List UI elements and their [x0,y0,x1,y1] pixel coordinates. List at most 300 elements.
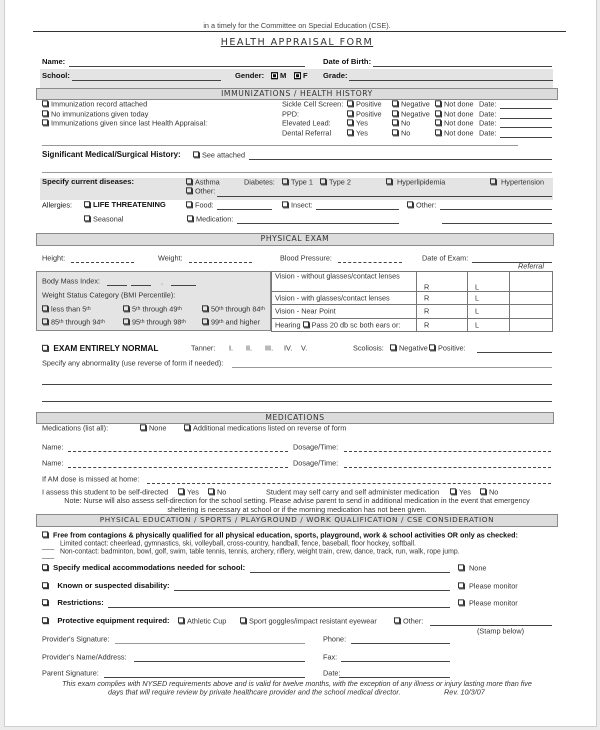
checkbox-icon [458,582,464,588]
immunization-option[interactable] [42,100,147,107]
immunization-option-label: Immunization record attached [51,99,148,109]
checkbox-icon [123,318,129,324]
vision-cell[interactable] [467,304,510,319]
see-attached-checkbox[interactable] [193,151,245,158]
restrictions-monitor-checkbox[interactable] [458,599,518,606]
no-label: No [217,487,227,497]
medication-allergy-checkbox[interactable] [187,215,233,222]
test-option-a-label: Positive [356,108,382,118]
bmi-decimal: . [161,277,164,287]
checkbox-icon [347,129,353,135]
history-line[interactable] [42,145,518,146]
checkbox-icon [392,119,398,125]
tanner-label: Tanner: [191,343,216,353]
am-dose-field[interactable] [147,483,551,484]
bmi-field-1[interactable] [107,285,127,286]
checkbox-icon [42,617,48,623]
other-disease-checkbox[interactable] [186,187,215,194]
scoliosis-negative-checkbox[interactable] [390,344,428,351]
seasonal-checkbox[interactable] [84,215,123,222]
abnormality-label: Specify any abnormality (use reverse of form if needed): [42,358,224,368]
disability-label: Known or suspected disability: [57,581,170,591]
checkbox-icon [187,215,193,221]
accommodations-label: Specify medical accommodations needed for school: [53,563,246,573]
immunizations-heading: IMMUNIZATIONS / HEALTH HISTORY [36,88,558,100]
height-label: Height: [42,253,66,263]
checkbox-icon [347,119,353,125]
medication-allergy-field[interactable] [237,223,399,224]
self-carry-no-checkbox[interactable] [480,488,498,495]
hypertension-checkbox[interactable] [490,178,544,185]
gender-m-checkbox[interactable] [271,72,286,80]
test-date-field[interactable] [500,137,552,138]
type1-checkbox[interactable] [282,178,313,185]
history-label: Significant Medical/Surgical History: [42,150,181,159]
dob-label: Date of Birth: [323,57,372,67]
seasonal-label: Seasonal [93,214,124,224]
goggles-label: Sport goggles/impact resistant eyewear [249,616,377,626]
name-field[interactable] [69,66,305,67]
test-option-a-label: Yes [356,127,368,137]
test-label: Elevated Lead: [282,118,331,128]
disability-field[interactable] [174,590,450,591]
other-equipment-label: Other: [403,616,424,626]
checkbox-icon [178,488,184,494]
food-field[interactable] [217,209,272,210]
tanner-stage-option[interactable]: I. [229,343,234,353]
checkbox-icon [407,201,413,207]
test-option-a-label: Positive [356,99,382,109]
vision-row-label: Vision - with glasses/contact lenses [275,292,390,302]
self-directed-no-checkbox[interactable] [208,488,226,495]
gender-m-label: M [280,71,287,81]
bmi-category-checkbox-label: 50ᵗʰ through 84ᵗʰ [211,304,265,314]
phone-label: Phone: [323,634,347,644]
test-option-a[interactable] [347,110,382,117]
checkbox-icon [208,488,214,494]
checkbox-icon [450,488,456,494]
asthma-label: Asthma [195,177,220,187]
checkbox-icon [435,110,441,116]
scoliosis-positive-checkbox[interactable] [429,344,466,351]
left-eye-ear-label: L [475,306,480,316]
yes-label: Yes [459,487,471,497]
medication-name-field[interactable] [68,451,288,452]
checkbox-icon [435,100,441,106]
nurse-note [0,496,594,514]
other-disease-label: Other: [195,186,216,196]
abnormality-field[interactable] [232,367,552,368]
medications-heading: MEDICATIONS [36,412,554,424]
test-date-field[interactable] [500,118,552,119]
see-attached-label: See attached [202,150,246,160]
checkbox-icon [42,564,48,570]
please-monitor-label: Please monitor [469,598,518,608]
hyperlipidemia-label: Hyperlipidemia [397,177,446,187]
stamp-note: (Stamp below) [477,626,525,636]
hearing-text: Hearing [275,319,301,329]
accommodations-none-checkbox[interactable] [458,564,486,571]
other-allergy-field-2[interactable] [442,223,552,224]
checkbox-icon [202,318,208,324]
test-option-a[interactable] [347,119,368,126]
abnormality-field-3[interactable] [42,401,552,402]
test-option-not-done-label: Not done [444,127,474,137]
medication-name-label: Name: [42,458,64,468]
medications-none-label: None [149,423,167,433]
bmi-label: Body Mass Index: [42,276,100,286]
non-contact-blank[interactable]: ___ [42,550,55,560]
checkbox-icon [42,582,48,588]
allergies-label: Allergies: [42,200,73,210]
checkbox-icon [480,488,486,494]
checkbox-icon [392,110,398,116]
medication-name-field[interactable] [68,467,288,468]
checkbox-icon [392,129,398,135]
bmi-field-3[interactable] [171,285,196,286]
restrictions-field[interactable] [108,607,450,608]
type1-label: Type 1 [291,177,313,187]
medication-name-label: Name: [42,442,64,452]
tanner-stage-option[interactable]: IV. [284,343,293,353]
test-option-a-label: Yes [356,118,368,128]
non-contact-label: Non-contact: badminton, bowl, golf, swim, table tennis, tennis, archery, riflery, weight train, crew, dance, track, run, walk, rope jump. [60,548,460,556]
bmi-category-checkbox-label: 85ᵗʰ through 94ᵗʰ [51,317,105,327]
top-rule [33,31,566,32]
test-date-label: Date: [479,118,497,128]
hearing-pass-checkbox[interactable] [303,320,401,329]
immunization-option-label: Immunizations given since last Health Appraisal: [51,118,208,128]
additional-medications-label: Additional medications listed on reverse of form [193,423,347,433]
test-option-not-done[interactable] [435,110,474,117]
provider-signature-label: Provider's Signature: [42,634,110,644]
scoliosis-label: Scoliosis: [353,343,384,353]
medication-allergy-label: Medication: [196,214,234,224]
hyperlipidemia-checkbox[interactable] [386,178,445,185]
checkbox-icon [42,110,48,116]
fax-label: Fax: [323,652,338,662]
am-dose-label: If AM dose is missed at home: [42,474,140,484]
footer-line-2: days that will require review by private healthcare provider and the school medical director. [108,687,401,697]
other-equipment-checkbox[interactable] [394,617,423,624]
protective-equipment-label: Protective equipment required: [57,616,170,626]
other-allergy-field[interactable] [440,209,552,210]
food-checkbox[interactable] [186,201,214,208]
checkbox-icon [303,321,309,327]
restrictions-label: Restrictions: [57,598,104,608]
checkbox-icon [429,344,435,350]
referral-cell[interactable] [509,271,553,292]
history-field[interactable] [249,159,552,160]
medications-none-checkbox[interactable] [140,424,166,431]
diseases-label: Specify current diseases: [42,177,135,187]
checkbox-icon [42,345,48,351]
checkbox-icon [435,119,441,125]
life-threatening-checkbox[interactable] [84,201,166,209]
athletic-cup-label: Athletic Cup [187,616,227,626]
checkbox-icon [193,151,199,157]
other-disease-field[interactable] [217,196,552,197]
referral-cell[interactable] [509,304,553,319]
self-directed-label: I assess this student to be self-directed [42,487,169,497]
right-eye-ear-label: R [424,292,430,302]
vision-cell[interactable] [467,271,510,292]
checkbox-icon [42,119,48,125]
type2-checkbox[interactable] [320,178,351,185]
bmi-category-checkbox[interactable] [123,305,182,312]
hypertension-label: Hypertension [501,177,545,187]
header-text-line: in a timely for the Committee on Special Education (CSE). [203,21,391,30]
checkbox-icon [178,617,184,623]
test-option-b[interactable] [392,129,410,136]
gender-label: Gender: [235,71,265,81]
dosage-label: Dosage/Time: [293,442,339,452]
grade-field[interactable] [349,80,553,81]
bmi-category-checkbox[interactable] [42,318,105,325]
bmi-category-checkbox[interactable] [123,318,186,325]
blood-pressure-label: Blood Pressure: [280,253,332,263]
test-option-a[interactable] [347,100,382,107]
referral-cell[interactable] [509,291,553,305]
right-eye-ear-label: R [424,319,430,329]
accommodations-field[interactable] [250,572,450,573]
test-option-b-label: Negative [401,99,430,109]
limited-contact-blank[interactable]: ___ [42,541,55,551]
exam-normal-label: EXAM ENTIRELY NORMAL [53,342,159,353]
revision-date: Rev. 10/3/07 [444,687,485,697]
immunization-option-label: No immunizations given today [51,108,149,118]
bmi-field-2[interactable] [131,285,151,286]
asthma-checkbox[interactable] [186,178,220,185]
test-option-b-label: No [401,118,411,128]
free-from-contagions-label: Free from contagions & physically qualified for all physical education, sports, playground, work & school activities OR only as checked: [53,530,518,540]
test-date-field[interactable] [500,108,552,109]
abnormality-field-2[interactable] [42,384,552,385]
tanner-stage-option[interactable]: III. [265,343,274,353]
nurse-note-line-1: Note: Nurse will also assess self-direction for the school setting. Please advise parent to send in additional medication in the event that emergency [64,496,530,505]
insect-checkbox[interactable] [282,201,313,208]
medications-list-label: Medications (list all): [42,423,109,433]
footer-line-1: This exam complies with NYSED requirements above and is valid for twelve months, with the exception of any illness or injury lasting more than five [62,679,532,688]
please-monitor-label: Please monitor [469,581,518,591]
checkbox-icon [240,617,246,623]
test-date-label: Date: [479,127,497,137]
test-label: Sickle Cell Screen: [282,99,344,109]
protective-equipment-checkbox[interactable] [42,617,170,625]
dosage-label: Dosage/Time: [293,458,339,468]
checkbox-icon [123,305,129,311]
checkbox-icon [42,318,48,324]
pe-heading: PHYSICAL EDUCATION / SPORTS / PLAYGROUND / WORK QUALIFICATION / CSE CONSIDERATION [36,514,558,527]
referral-header: Referral [518,261,544,271]
checkbox-icon [392,100,398,106]
checkbox-icon [42,305,48,311]
limited-contact-label: Limited contact: cheerlead, gymnastics, ski, volleyball, cross-country, handball, fence, baseball, floor hockey, softball. [60,540,416,548]
test-option-b[interactable] [392,119,410,126]
type2-label: Type 2 [329,177,351,187]
test-option-b[interactable] [392,110,430,117]
checkbox-icon [294,72,301,79]
checkbox-icon [271,72,278,79]
left-eye-ear-label: L [475,319,480,329]
bmi-category-checkbox-label: 95ᵗʰ through 98ᵗʰ [132,317,186,327]
form-title-text: HEALTH APPRAISAL FORM [220,37,374,48]
left-eye-ear-label: L [475,292,480,302]
checkbox-icon [184,424,190,430]
insect-label: Insect: [291,200,313,210]
checkbox-icon [390,344,396,350]
test-label: PPD: [282,108,300,118]
phone-field[interactable] [351,643,450,644]
test-option-not-done-label: Not done [444,118,474,128]
gender-f-checkbox[interactable] [294,72,308,80]
scoliosis-positive-label: Positive: [438,343,466,353]
weight-field[interactable] [189,262,252,263]
grade-label: Grade: [323,71,348,81]
insect-field[interactable] [316,209,399,210]
checkbox-icon [42,100,48,106]
other-allergy-label: Other: [416,200,437,210]
weight-status-label: Weight Status Category (BMI Percentile): [42,290,176,300]
disability-checkbox[interactable] [42,582,170,590]
test-date-label: Date: [479,108,497,118]
gender-f-label: F [303,71,308,81]
none-label: None [469,563,487,573]
bmi-category-checkbox[interactable] [42,305,91,312]
no-label: No [489,487,499,497]
scoliosis-field[interactable] [477,352,552,353]
bmi-category-checkbox-label: 5ᵗʰ through 49ᵗʰ [132,304,182,314]
checkbox-icon [435,129,441,135]
provider-name-field[interactable] [134,661,305,662]
life-threatening-label: LIFE THREATENING [93,200,166,210]
checkbox-icon [458,599,464,605]
parent-signature-field[interactable] [104,677,305,678]
checkbox-icon [347,110,353,116]
test-date-label: Date: [479,99,497,109]
height-field[interactable] [71,262,134,263]
bmi-category-checkbox-label: 99ᵗʰ and higher [211,317,261,327]
checkbox-icon [282,201,288,207]
weight-label: Weight: [158,253,183,263]
right-eye-ear-label: R [424,282,430,292]
immunization-option[interactable] [42,110,148,117]
school-label: School: [42,71,70,81]
checkbox-icon [186,187,192,193]
athletic-cup-checkbox[interactable] [178,617,226,624]
disability-monitor-checkbox[interactable] [458,582,518,589]
exam-date-label: Date of Exam: [422,253,469,263]
test-option-a[interactable] [347,129,368,136]
test-option-not-done[interactable] [435,129,474,136]
scoliosis-negative-label: Negative [399,343,428,353]
tanner-stage-option[interactable]: II. [246,343,253,353]
checkbox-icon [282,178,288,184]
bmi-category-checkbox[interactable] [202,305,265,312]
accommodations-checkbox[interactable] [42,564,245,572]
name-label: Name: [42,57,66,67]
dob-field[interactable] [373,66,552,67]
test-option-not-done-label: Not done [444,108,474,118]
test-label: Dental Referral [282,127,332,137]
date-label: Date: [323,668,341,678]
self-carry-label: Student may self carry and self administer medication [266,487,440,497]
form-title [0,37,594,48]
provider-signature-field[interactable] [115,643,305,644]
school-field[interactable] [72,80,221,81]
food-label: Food: [195,200,214,210]
nurse-note-line-2: sheltering is necessary at school or if the morning medication has not been given. [167,505,427,514]
right-eye-ear-label: R [424,306,430,316]
checkbox-icon [186,178,192,184]
date-field[interactable] [339,677,450,678]
self-carry-yes-checkbox[interactable] [450,488,471,495]
diabetes-label: Diabetes: [244,177,275,187]
immunization-option[interactable] [42,119,207,126]
history-field-line-2[interactable] [42,172,552,173]
checkbox-icon [140,424,146,430]
checkbox-icon [84,215,90,221]
hearing-label [275,321,400,328]
checkbox-icon [490,178,496,184]
other-allergy-checkbox[interactable] [407,201,436,208]
vision-row-label: Vision - Near Point [275,306,336,316]
vision-cell[interactable] [467,318,510,332]
checkbox-icon [458,564,464,570]
left-eye-ear-label: L [475,282,480,292]
hearing-pass-label: Pass 20 db sc both ears or: [311,319,401,329]
header-text [0,21,594,30]
checkbox-icon [202,305,208,311]
blood-pressure-field[interactable] [338,262,402,263]
vision-cell[interactable] [467,291,510,305]
vision-row-label: Vision - without glasses/contact lenses [275,271,400,281]
checkbox-icon [394,617,400,623]
parent-signature-label: Parent Signature: [42,668,99,678]
checkbox-icon [42,599,48,605]
yes-label: Yes [187,487,199,497]
referral-cell[interactable] [509,318,553,332]
bmi-category-checkbox-label: less than 5ᵗʰ [51,304,91,314]
exam-normal-checkbox[interactable] [42,344,158,352]
free-from-contagions-checkbox[interactable] [42,531,518,538]
physical-exam-heading: PHYSICAL EXAM [36,233,554,246]
dosage-field[interactable] [344,451,551,452]
bmi-category-checkbox[interactable] [202,318,260,325]
test-option-b-label: Negative [401,108,430,118]
test-option-not-done-label: Not done [444,99,474,109]
test-option-not-done[interactable] [435,119,474,126]
checkbox-icon [320,178,326,184]
test-option-b[interactable] [392,100,430,107]
test-date-field[interactable] [500,127,552,128]
provider-name-label: Provider's Name/Address: [42,652,127,662]
self-directed-yes-checkbox[interactable] [178,488,199,495]
checkbox-icon [84,201,90,207]
test-option-b-label: No [401,127,411,137]
checkbox-icon [386,178,392,184]
test-option-not-done[interactable] [435,100,474,107]
goggles-checkbox[interactable] [240,617,377,624]
restrictions-checkbox[interactable] [42,599,104,607]
checkbox-icon [42,531,48,537]
additional-medications-checkbox[interactable] [184,424,346,431]
dosage-field[interactable] [344,467,551,468]
tanner-stage-option[interactable]: V. [301,343,308,353]
checkbox-icon [347,100,353,106]
checkbox-icon [186,201,192,207]
fax-field[interactable] [341,661,450,662]
